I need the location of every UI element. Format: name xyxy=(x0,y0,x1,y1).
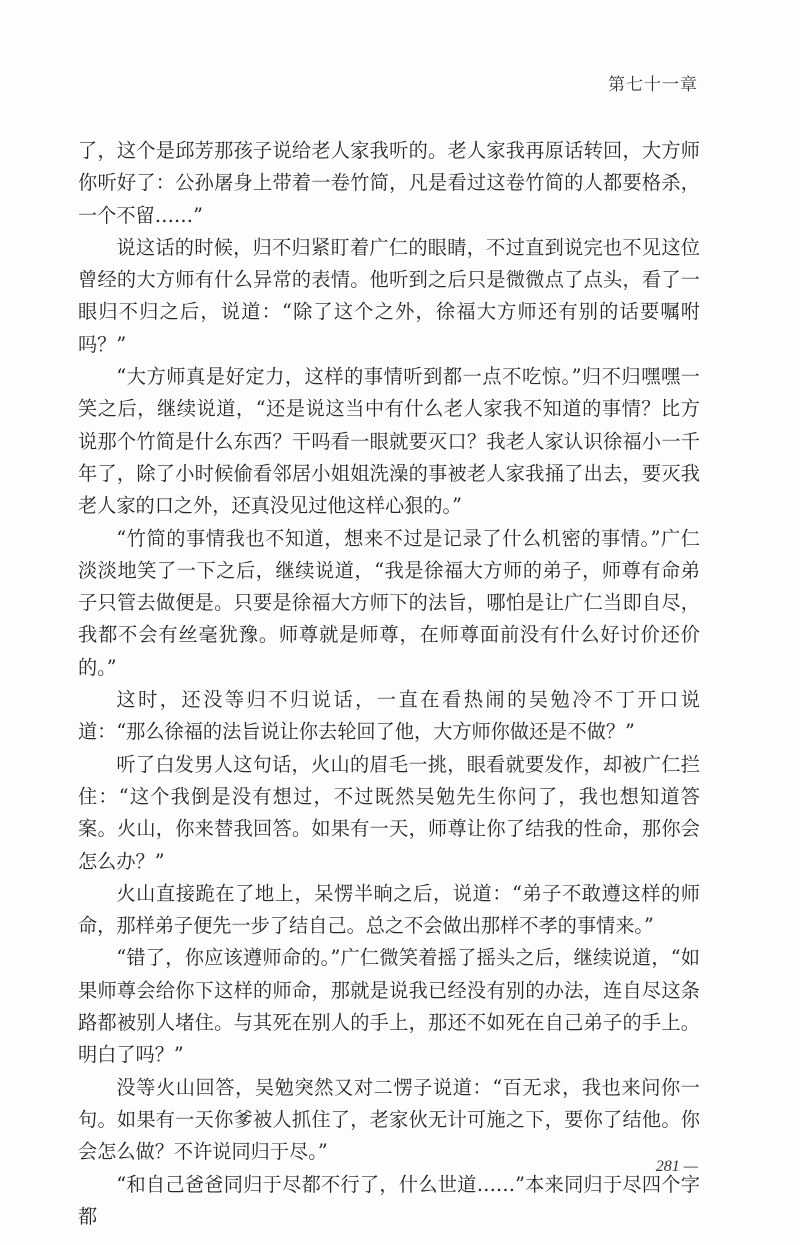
paragraph: 这时，还没等归不归说话，一直在看热闹的吴勉冷不丁开口说道：“那么徐福的法旨说让你去轮回了他，大方师你做还是不做？” xyxy=(78,688,700,744)
paragraph: 没等火山回答，吴勉突然又对二愣子说道：“百无求，我也来问你一句。如果有一天你爹被人抓住了，老家伙无计可施之下，要你了结他。你会怎么做？不许说同归于尽。” xyxy=(78,1075,700,1164)
paragraph-continued: 了，这个是邱芳那孩子说给老人家我听的。老人家我再原话转回，大方师你听好了：公孙屠身上带着一卷竹简，凡是看过这卷竹简的人都要格杀，一个不留……” xyxy=(78,139,700,227)
chapter-running-head: 第七十一章 xyxy=(608,75,698,95)
paragraph: “竹简的事情我也不知道，想来不过是记录了什么机密的事情。”广仁淡淡地笑了一下之后，继续说道，“我是徐福大方师的弟子，师尊有命弟子只管去做便是。只要是徐福大方师下的法旨，哪怕是让广仁当即自尽，我都不会有丝毫犹豫。师尊就是师尊，在师尊面前没有什么好讨价还价的。” xyxy=(78,526,700,679)
paragraph: 听了白发男人这句话，火山的眉毛一挑，眼看就要发作，却被广仁拦住：“这个我倒是没有想过，不过既然吴勉先生你问了，我也想知道答案。火山，你来替我回答。如果有一天，师尊让你了结我的性命，那你会怎么办？” xyxy=(78,752,700,873)
page-number: 281 — xyxy=(655,1158,698,1175)
paragraph: “大方师真是好定力，这样的事情听到都一点不吃惊。”归不归嘿嘿一笑之后，继续说道，“还是说这当中有什么老人家我不知道的事情？比方说那个竹简是什么东西？干吗看一眼就要灭口？我老人家认识徐福小一千年了，除了小时候偷看邻居小姐姐洗澡的事被老人家我捅了出去，要灭我老人家的口之外，还真没见过他这样心狠的。” xyxy=(78,365,700,518)
paragraph: 火山直接跪在了地上，呆愣半晌之后，说道：“弟子不敢遵这样的师命，那样弟子便先一步了结自己。总之不会做出那样不孝的事情来。” xyxy=(78,881,700,938)
paragraph: “错了，你应该遵师命的。”广仁微笑着摇了摇头之后，继续说道，“如果师尊会给你下这样的师命，那就是说我已经没有别的办法，连自尽这条路都被别人堵住。与其死在别人的手上，那还不如死在自己弟子的手上。明白了吗？” xyxy=(78,946,700,1067)
paragraph: “和自己爸爸同归于尽都不行了，什么世道……”本来同归于尽四个字都 xyxy=(78,1172,700,1228)
paragraph: 说这话的时候，归不归紧盯着广仁的眼睛，不过直到说完也不见这位曾经的大方师有什么异常的表情。他听到之后只是微微点了点头，看了一眼归不归之后，说道：“除了这个之外，徐福大方师还有别的话要嘱咐吗？” xyxy=(78,235,700,356)
body-text xyxy=(78,135,700,1233)
